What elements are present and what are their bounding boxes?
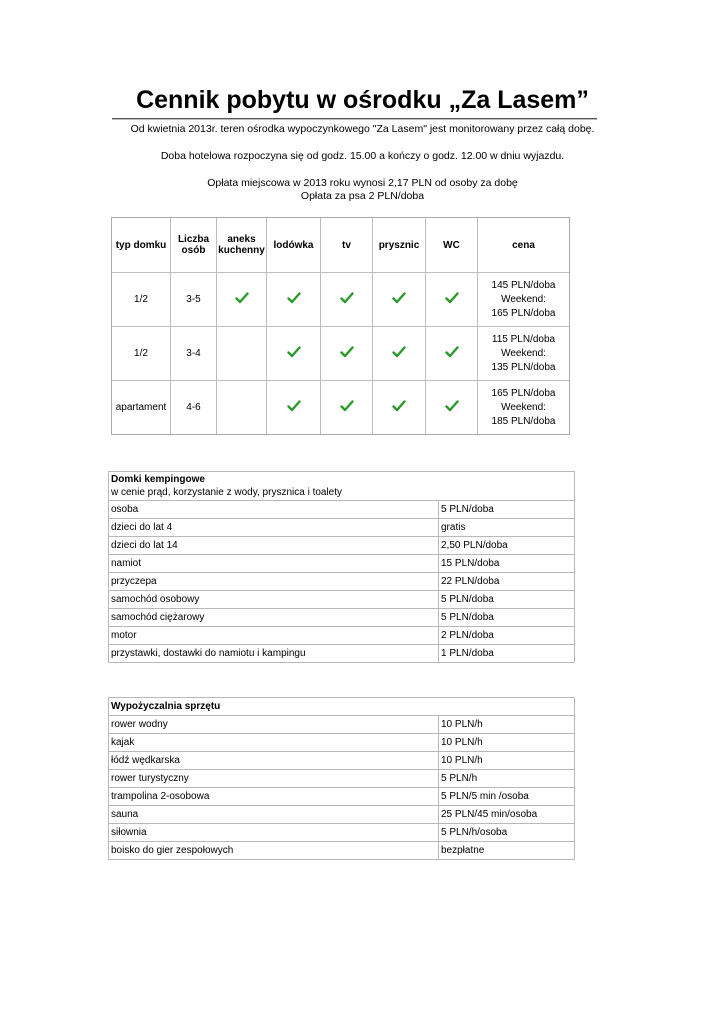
header-fridge: lodówka bbox=[267, 218, 321, 273]
price-weekend-label: Weekend: bbox=[501, 293, 546, 305]
page-title: Cennik pobytu w ośrodku „Za Lasem” bbox=[136, 86, 589, 114]
item-price: 2 PLN/doba bbox=[439, 627, 575, 645]
intro-checkin: Doba hotelowa rozpoczyna się od godz. 15.00 a kończy o godz. 12.00 w dniu wyjazdu. bbox=[160, 150, 565, 162]
item-name: osoba bbox=[109, 501, 439, 519]
header-shower: prysznic bbox=[373, 218, 426, 273]
item-price: bezpłatne bbox=[439, 842, 575, 860]
item-name: samochód ciężarowy bbox=[109, 609, 439, 627]
cabin-kitchen bbox=[217, 327, 267, 381]
cabin-persons: 3-5 bbox=[171, 273, 217, 327]
item-price: 2,50 PLN/doba bbox=[439, 537, 575, 555]
item-name: dzieci do lat 4 bbox=[109, 519, 439, 537]
cabin-row bbox=[112, 273, 569, 327]
header-wc: WC bbox=[426, 218, 478, 273]
item-price: 15 PLN/doba bbox=[439, 555, 575, 573]
price-weekday: 145 PLN/doba bbox=[491, 279, 556, 291]
camping-header-cell bbox=[109, 472, 575, 501]
cabin-tv bbox=[321, 327, 373, 381]
intro-monitoring: Od kwietnia 2013r. teren ośrodka wypoczynkowego "Za Lasem" jest monitorowany przez całą dobę. bbox=[130, 123, 595, 135]
table-row bbox=[109, 734, 575, 752]
item-price: 5 PLN/doba bbox=[439, 591, 575, 609]
check-icon bbox=[445, 400, 459, 412]
item-price: 22 PLN/doba bbox=[439, 573, 575, 591]
cabin-shower bbox=[373, 381, 426, 434]
check-icon bbox=[287, 346, 301, 358]
camping-price-table bbox=[108, 471, 575, 663]
price-weekday: 115 PLN/doba bbox=[491, 333, 556, 345]
check-icon bbox=[340, 400, 354, 412]
header-kitchen-line1: aneks bbox=[227, 234, 256, 245]
cabin-persons: 3-4 bbox=[171, 327, 217, 381]
cabin-wc bbox=[426, 381, 478, 434]
rental-table-header bbox=[109, 698, 575, 716]
item-name: trampolina 2-osobowa bbox=[109, 788, 439, 806]
cabin-wc bbox=[426, 273, 478, 327]
check-icon bbox=[392, 346, 406, 358]
cabin-shower bbox=[373, 273, 426, 327]
cabin-tv bbox=[321, 381, 373, 434]
table-row bbox=[109, 770, 575, 788]
check-icon bbox=[340, 292, 354, 304]
header-price: cena bbox=[478, 218, 569, 273]
header-persons bbox=[171, 218, 217, 273]
rental-title: Wypożyczalnia sprzętu bbox=[109, 698, 575, 716]
table-row bbox=[109, 716, 575, 734]
cabin-row bbox=[112, 327, 569, 381]
camping-table-header bbox=[109, 472, 575, 501]
cabin-price-table bbox=[111, 217, 570, 435]
header-persons-line1: Liczba bbox=[177, 234, 210, 245]
item-name: boisko do gier zespołowych bbox=[109, 842, 439, 860]
table-row bbox=[109, 824, 575, 842]
item-price: 5 PLN/5 min /osoba bbox=[439, 788, 575, 806]
cabin-fridge bbox=[267, 273, 321, 327]
table-row bbox=[109, 806, 575, 824]
table-row bbox=[109, 555, 575, 573]
table-row bbox=[109, 591, 575, 609]
table-row bbox=[109, 537, 575, 555]
intro-dog-fee: Opłata za psa 2 PLN/doba bbox=[300, 190, 425, 202]
cabin-shower bbox=[373, 327, 426, 381]
item-price: 5 PLN/doba bbox=[439, 609, 575, 627]
cabin-price bbox=[478, 381, 569, 434]
check-icon bbox=[445, 346, 459, 358]
cabin-type: 1/2 bbox=[112, 273, 171, 327]
cabin-wc bbox=[426, 327, 478, 381]
cabin-type: apartament bbox=[112, 381, 171, 434]
camping-subtitle: w cenie prąd, korzystanie z wody, prysznica i toalety bbox=[111, 487, 343, 498]
check-icon bbox=[287, 292, 301, 304]
cabin-tv bbox=[321, 273, 373, 327]
header-kitchen bbox=[217, 218, 267, 273]
item-price: 10 PLN/h bbox=[439, 752, 575, 770]
cabin-fridge bbox=[267, 327, 321, 381]
item-name: kajak bbox=[109, 734, 439, 752]
item-name: namiot bbox=[109, 555, 439, 573]
rental-price-table bbox=[108, 697, 575, 860]
camping-title: Domki kempingowe bbox=[111, 474, 205, 485]
check-icon bbox=[340, 346, 354, 358]
intro-local-fee: Opłata miejscowa w 2013 roku wynosi 2,17 PLN od osoby za dobę bbox=[207, 177, 518, 189]
table-row bbox=[109, 788, 575, 806]
item-name: łódź wędkarska bbox=[109, 752, 439, 770]
check-icon bbox=[235, 292, 249, 304]
price-weekday: 165 PLN/doba bbox=[491, 387, 556, 399]
check-icon bbox=[287, 400, 301, 412]
item-name: rower turystyczny bbox=[109, 770, 439, 788]
header-tv: tv bbox=[321, 218, 373, 273]
item-price: 10 PLN/h bbox=[439, 716, 575, 734]
item-name: dzieci do lat 14 bbox=[109, 537, 439, 555]
header-kitchen-line2: kuchenny bbox=[218, 245, 265, 256]
cabin-persons: 4-6 bbox=[171, 381, 217, 434]
camping-rows bbox=[109, 501, 575, 663]
cabin-price bbox=[478, 273, 569, 327]
item-price: 5 PLN/doba bbox=[439, 501, 575, 519]
table-row bbox=[109, 842, 575, 860]
item-name: siłownia bbox=[109, 824, 439, 842]
price-weekend: 135 PLN/doba bbox=[491, 361, 556, 373]
table-row bbox=[109, 573, 575, 591]
price-weekend-label: Weekend: bbox=[501, 347, 546, 359]
item-name: rower wodny bbox=[109, 716, 439, 734]
item-name: sauna bbox=[109, 806, 439, 824]
item-price: 10 PLN/h bbox=[439, 734, 575, 752]
cabin-table-header bbox=[112, 218, 569, 273]
item-price: 5 PLN/h bbox=[439, 770, 575, 788]
cabin-kitchen bbox=[217, 381, 267, 434]
item-price: 5 PLN/h/osoba bbox=[439, 824, 575, 842]
price-weekend: 165 PLN/doba bbox=[491, 307, 556, 319]
item-price: gratis bbox=[439, 519, 575, 537]
item-name: przystawki, dostawki do namiotu i kampingu bbox=[109, 645, 439, 663]
cabin-kitchen bbox=[217, 273, 267, 327]
table-row bbox=[109, 609, 575, 627]
cabin-type: 1/2 bbox=[112, 327, 171, 381]
price-weekend: 185 PLN/doba bbox=[491, 415, 556, 427]
title-divider bbox=[112, 118, 597, 120]
table-row bbox=[109, 752, 575, 770]
price-weekend-label: Weekend: bbox=[501, 401, 546, 413]
table-row bbox=[109, 627, 575, 645]
cabin-fridge bbox=[267, 381, 321, 434]
check-icon bbox=[445, 292, 459, 304]
table-row bbox=[109, 519, 575, 537]
rental-rows bbox=[109, 716, 575, 860]
item-price: 25 PLN/45 min/osoba bbox=[439, 806, 575, 824]
header-persons-line2: osób bbox=[181, 245, 206, 256]
check-icon bbox=[392, 400, 406, 412]
header-type: typ domku bbox=[112, 218, 171, 273]
item-price: 1 PLN/doba bbox=[439, 645, 575, 663]
cabin-price bbox=[478, 327, 569, 381]
table-row bbox=[109, 501, 575, 519]
cabin-row bbox=[112, 381, 569, 434]
item-name: motor bbox=[109, 627, 439, 645]
check-icon bbox=[392, 292, 406, 304]
item-name: przyczepa bbox=[109, 573, 439, 591]
item-name: samochód osobowy bbox=[109, 591, 439, 609]
table-row bbox=[109, 645, 575, 663]
